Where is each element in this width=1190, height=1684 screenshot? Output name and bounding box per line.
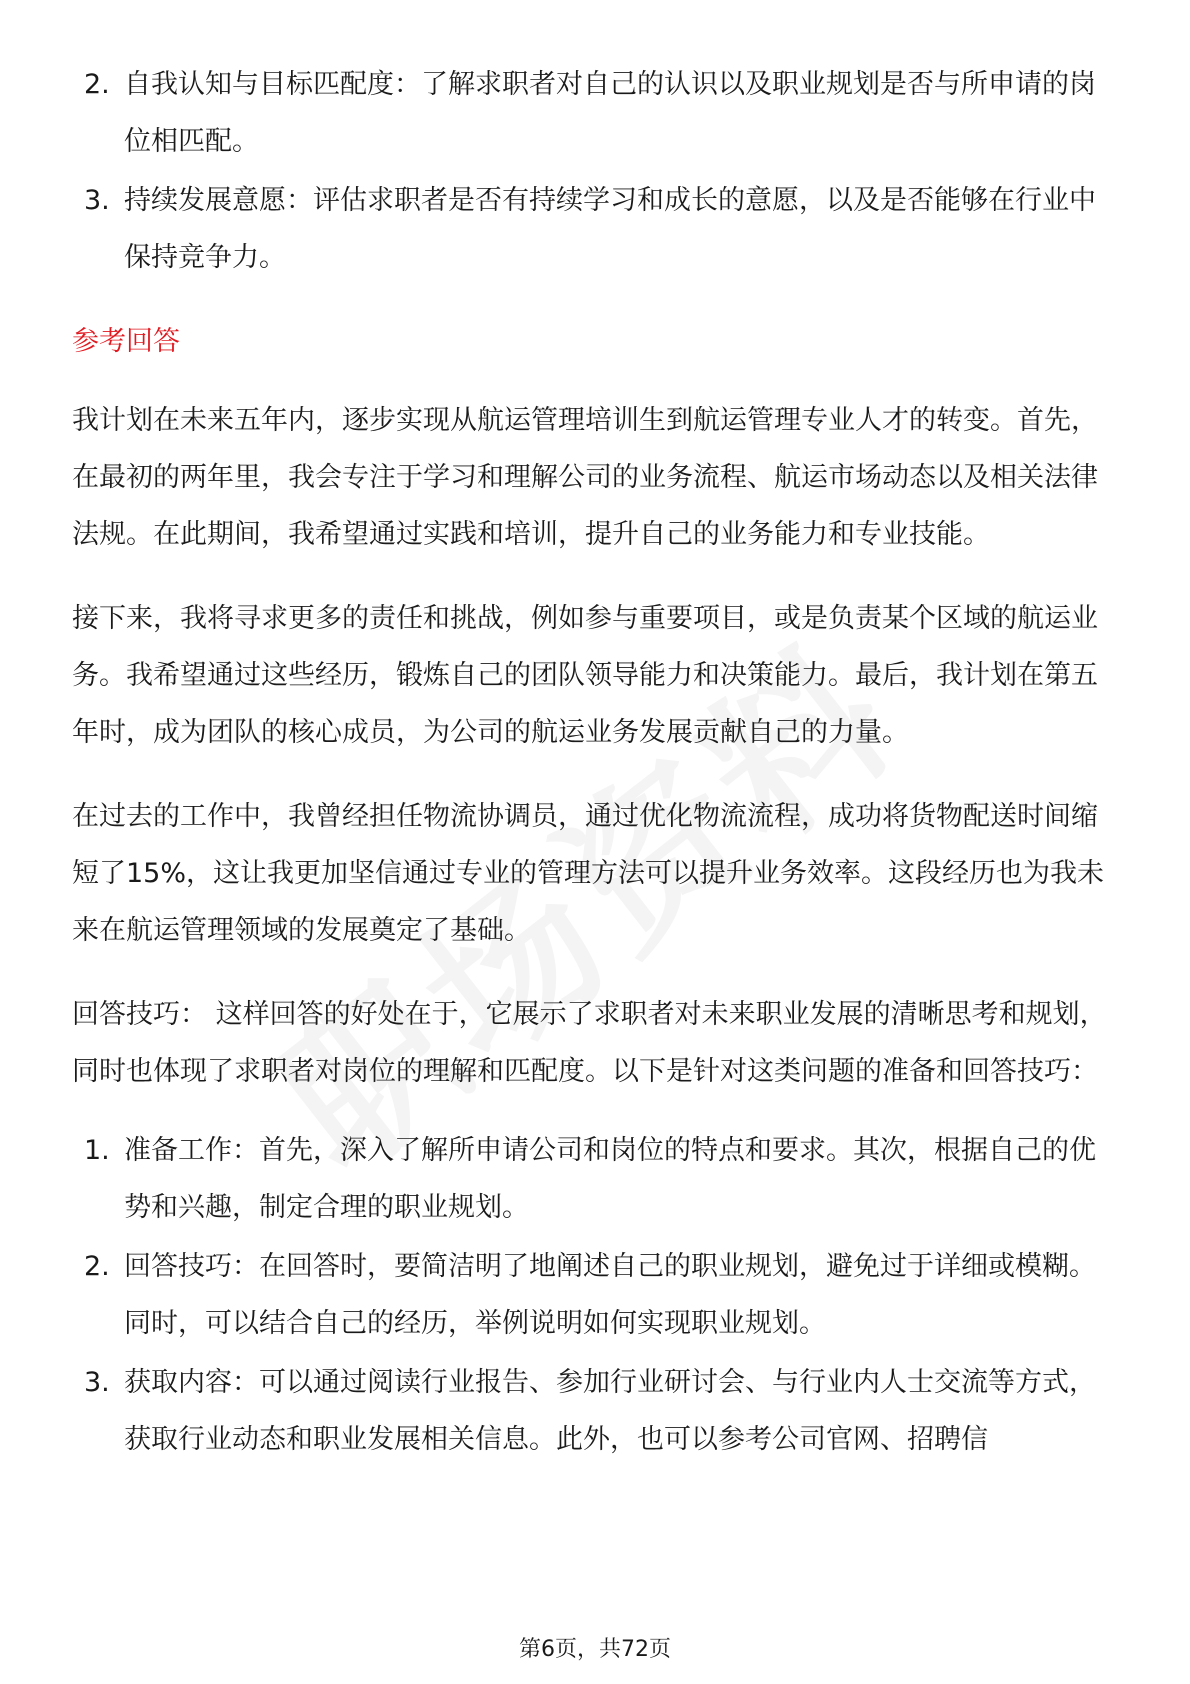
list-item-text: 自我认知与目标匹配度：了解求职者对自己的认识以及职业规划是否与所申请的岗位相匹配。: [124, 69, 1096, 157]
list-item-number: 3.: [84, 185, 110, 216]
answer-paragraph: 我计划在未来五年内，逐步实现从航运管理培训生到航运管理专业人才的转变。首先，在最初的两年里，我会专注于学习和理解公司的业务流程、航运市场动态以及相关法律法规。在此期间，我希望通过实践和培训，提升自己的业务能力和专业技能。: [72, 405, 1098, 550]
list-item-number: 3.: [84, 1367, 110, 1398]
list-item-number: 2.: [84, 69, 110, 100]
list-item: [72, 172, 1122, 286]
criteria-list: [72, 56, 1122, 286]
list-item: [72, 56, 1122, 170]
list-item: [72, 1354, 1122, 1468]
answer-paragraph: 接下来，我将寻求更多的责任和挑战，例如参与重要项目，或是负责某个区域的航运业务。我希望通过这些经历，锻炼自己的团队领导能力和决策能力。最后，我计划在第五年时，成为团队的核心成员，为公司的航运业务发展贡献自己的力量。: [72, 603, 1098, 748]
list-item: [72, 1238, 1122, 1352]
page-footer: 第6页，共72页: [519, 1637, 671, 1662]
list-item-text: 回答技巧：在回答时，要简洁明了地阐述自己的职业规划，避免过于详细或模糊。同时，可以结合自己的经历，举例说明如何实现职业规划。: [124, 1251, 1096, 1339]
list-item-text: 获取内容：可以通过阅读行业报告、参加行业研讨会、与行业内人士交流等方式，获取行业动态和职业发展相关信息。此外，也可以参考公司官网、招聘信: [124, 1367, 1096, 1455]
document-page: [72, 56, 1122, 1470]
tips-list: [72, 1122, 1122, 1468]
answer-paragraph: 在过去的工作中，我曾经担任物流协调员，通过优化物流流程，成功将货物配送时间缩短了15%，这让我更加坚信通过专业的管理方法可以提升业务效率。这段经历也为我未来在航运管理领域的发展奠定了基础。: [72, 801, 1105, 946]
list-item: [72, 1122, 1122, 1236]
list-item-number: 1.: [84, 1135, 110, 1166]
list-item-number: 2.: [84, 1251, 110, 1282]
section-heading: 参考回答: [72, 326, 180, 357]
list-item-text: 准备工作：首先，深入了解所申请公司和岗位的特点和要求。其次，根据自己的优势和兴趣，制定合理的职业规划。: [124, 1135, 1096, 1223]
list-item-text: 持续发展意愿：评估求职者是否有持续学习和成长的意愿，以及是否能够在行业中保持竞争力。: [124, 185, 1096, 273]
tips-paragraph: 回答技巧： 这样回答的好处在于，它展示了求职者对未来职业发展的清晰思考和规划，同时也体现了求职者对岗位的理解和匹配度。以下是针对这类问题的准备和回答技巧：: [72, 999, 1107, 1087]
